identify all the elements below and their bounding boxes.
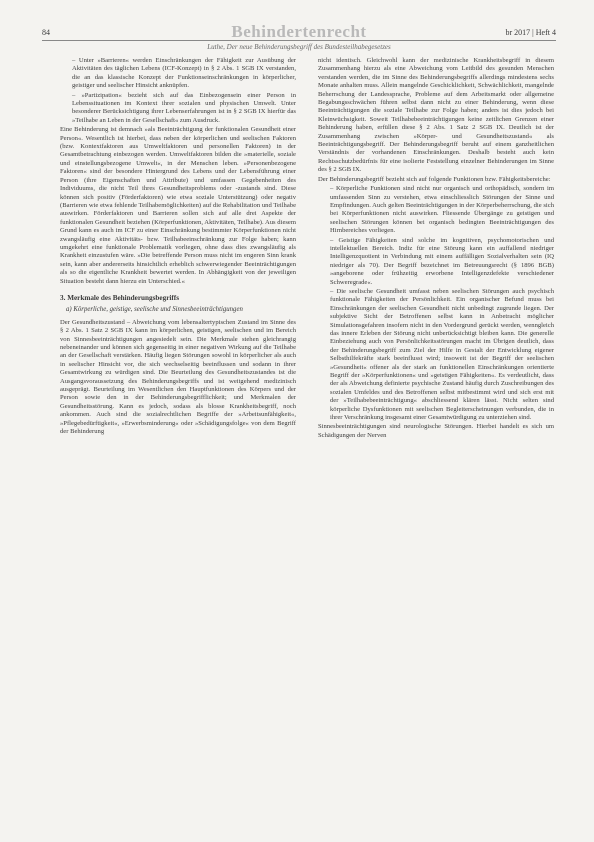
left-paragraph: Eine Behinderung ist demnach »als Beeinträchtigung der funktionalen Gesundheit einer Person«. Wesentlich ist hierbei, dass neben der körperlichen und seelischen Faktoren (bzw. Kontextfaktoren aus Umweltfaktoren und personellen Faktoren) in der Gesamtbetrachtung einbezogen werden. Umweltfaktoren bilden die »materielle, soziale und einstellungsbezogene Umwelt«, in der Menschen leben. »Personenbezogene Faktoren« sind der besondere Hintergrund des Lebens und der Lebensführung einer Person (ihre Eigenschaften und Attribute) und umfassen Gegebenheiten des Individuums, die nicht Teil ihres Gesundheitsproblems oder -zustands sind. Diese können sich positiv (Förderfaktoren) wie etwa soziale Unterstützung) oder negativ (Barrieren wie etwa fehlende Teilhabemöglichkeiten) auf die Rehabilitation und Teilhabe auswirken. Förderfaktoren und Barrieren sollen sich auf alle drei Aspekte der funktionalen Gesundheit beziehen (Körperfunktionen, Aktivitäten, Teilhabe). Aus diesem Grund kann es auch im ICF zu einer Einschränkung bestimmter Körperfunktionen nicht zwangsläufig eine Aktivitäts- bzw. Teilhabeeinschränkung zur Folge haben; kann umgekehrt eine funktionale Problematik vorliegen, ohne dass dies zwangsläufig als Krankheit einzustufen wäre. »Die betreffende Person muss nicht im engeren Sinn krank sein, kann aber andererseits hinsichtlich erheblich schwerwiegender Beeinträchtigungen als so die eigentliche Krankheit bewertet werden. In Abhängigkeit von der jeweiligen Situation besteht dann hierzu ein Unterschied.« xyxy=(60,126,296,285)
running-subheader: Luthe, Der neue Behinderungsbegriff des Bundesteilhabegesetzes xyxy=(207,43,391,51)
right-paragraph: Der Behinderungsbegriff bezieht sich auf folgende Funktionen bzw. Fähigkeitsbereiche: xyxy=(318,175,551,183)
left-bullet-item: – Unter »Barrieren« werden Einschränkungen der Fähigkeit zur Ausübung der Aktivitäten des täglichen Lebens (ICF-Konzept) in § 2 Abs. 1 SGB IX verstanden, die an das klassische Konzept der Funktionseinschränkungen in körperlicher, geistiger und seelischer Hinsicht anknüpfen. xyxy=(72,57,296,90)
left-bullet-item: – »Partizipation« bezieht sich auf das Einbezogensein einer Person in Lebenssituationen im Kontext ihrer sozialen und physischen Umwelt. Unter besonderer Berücksichtigung ihrer Lebenserfahrungen ist in § 2 SGB IX hierfür das »Teilhabe an Leben in der Gesellschaft« zum Ausdruck. xyxy=(72,91,296,124)
right-column xyxy=(318,57,554,441)
left-column xyxy=(60,57,296,437)
section-heading: 3. Merkmale des Behinderungsbegriffs xyxy=(60,293,179,302)
right-paragraph: nicht identisch. Gleichwohl kann der medizinische Krankheitsbegriff in diesem Zusammenhang hierzu als eine Abweichung vom Leitbild des gesunden Menschen verstanden werden, die im Sinne des Behinderungsbegriffs allerdings mindestens sechs Monate anhalten muss. Allein mangelnde Geschicklichkeit, Schwächlichkeit, mangelnde Beherrschung der Landessprache, Probleme auf dem Arbeitsmarkt oder allgemeine Begabungsschwächen führen selbst dann nicht zu einer Behinderung, wenn diese Beeinträchtigungen die soziale Teilhabe zur Folge haben; anders ist dies jedoch bei Kleinwüchsigkeit. Soweit Teilhabebeeinträchtigungen keine zeitlichen Grenzen einer Behinderung haben, erfüllen diese § 2 Abs. 1 Satz 2 SGB IX. Deutlich ist der Zusammenhang zwischen »Körper- und Gesundheitszustand« als Beeinträchtigungsbegriff. Der Behinderungsbegriff beruht auf einem ganzheitlichen Verständnis der vorhandenen Einschränkungen. Deshalb besteht auch kein Rechtsschutzbedürfnis für eine isolierte Feststellung einzelner Behinderungen im Sinne des § 2 SGB IX. xyxy=(318,57,554,174)
header-rule xyxy=(42,40,556,41)
journal-title: Behindertenrecht xyxy=(231,22,367,41)
left-paragraph: Der Gesundheitszustand – Abweichung vom lebensaltertypischen Zustand im Sinne des § 2 Abs. 1 Satz 2 SGB IX kann im körperlichen, geistigen, seelischen und im Bereich von Sinnesbeeinträchtigungen angesiedelt sein. Die Merkmale stehen gleichrangig nebeneinander und können sich gegenseitig in einer negativen Wirkung auf die Teilhabe an der Gesellschaft verstärken. Häufig liegen Störungen sowohl in körperlicher als auch in seelischer Hinsicht vor, die sich wechselseitig beeinflussen und sodann in ihrer Gesamtwirkung zu würdigen sind. Die Beurteilung des Gesundheitszustandes ist die Ausgangsvoraussetzung des Behinderungsbegriffs und ist weitgehend medizinisch ausgeprägt. Beurteilung im Wesentlichen den Hauptfunktionen des Körpers und der Person sowie den in der Behinderungsbegrifflichkeit; und Merkmalen der Gesundheitsstörung. Kann es jedoch, sodass als blosse Krankheitsbegriff, noch ankommen. Auch sind die sozialrechtlichen Begriffe der »Arbeitsunfähigkeit«, »Pflegebedürftigkeit«, »Erwerbsminderung« oder »Schädigungsfolge« von dem Begriff der Behinderung xyxy=(60,318,296,436)
right-paragraph: Sinnesbeeinträchtigungen sind neurologische Störungen. Hierbei handelt es sich um Schädigungen der Nerven xyxy=(318,423,554,439)
right-bullet-item: – Geistige Fähigkeiten sind solche im kognitiven, psychomotorischen und intellektuellen Bereich. Indiz für eine Störung kann ein auffallend niedriger Intelligenzquotient in Verbindung mit einem auffälligen Sozialverhalten sein (IQ niedriger als 70). Der Begriff bezeichnet im Betreuungsrecht (§ 1896 BGB) »angeborene oder frühzeitig erworbene Intelligenzdefekte verschiedener Schweregrade«. xyxy=(330,236,554,286)
subsection-heading: a) Körperliche, geistige, seelische und Sinnesbeeinträchtigungen xyxy=(66,306,243,314)
right-bullet-item: – Körperliche Funktionen sind nicht nur organisch und orthopädisch, sondern im umfassenden Sinn zu verstehen, etwa einschliesslich Störungen der Sinne und Empfindungen. Auch gelten Beeinträchtigungen in der Körperbeherrschung, die sich bei Körperfunktionen nicht auswirken. Fliessende Übergänge zu geistigen und seelischen Störungen können bei organisch bedingten Beeinträchtigungen des Hirnbereiches vorliegen. xyxy=(330,185,554,235)
right-bullet-item: – Die seelische Gesundheit umfasst neben seelischen Störungen auch psychisch funktionale Fähigkeiten der Persönlichkeit. Ein organischer Befund muss bei Einschränkungen der seelischen Gesundheit nicht unbedingt zugrunde liegen. Der subjektive Sicht der Betroffenen selbst kann in Anbetracht möglicher Simulationsgefahren insofern nicht in den Vordergrund gerückt werden, wenngleich das innere Erleben der Störung nicht unberücksichtigt bleiben kann. Die generelle Einbeziehung auch von Persönlichkeitsstörungen macht im Übrigen deutlich, dass der Behinderungsbegriff zum Ziel der Hilfe in Gestalt der Entwicklung eigener Selbsthilfekräfte stark beeinflusst wird; insoweit ist der Begriff der seelischen »Gesundheit« offener als der stark an funktionellen Einschränkungen orientierte Begriff der »Körperfunktionen« und »geistigen Fähigkeiten«. Es verdeutlicht, dass der als Abweichung definierte psychische Zustand häufig durch Zuschreibungen des sozialen Umfeldes und des Betroffenen selbst mitbestimmt wird und sich erst mit der »Teilhabebeeinträchtigung« abschliessend klären lässt. Nicht selten sind körperliche Dysfunktionen mit seelischen Begleiterscheinungen verbunden, die in ihrer Verschränkung insgesamt einer Gesamtwürdigung zu unterziehen sind. xyxy=(330,287,554,422)
issue-label: br 2017 | Heft 4 xyxy=(505,28,556,37)
page-number: 84 xyxy=(42,28,50,37)
